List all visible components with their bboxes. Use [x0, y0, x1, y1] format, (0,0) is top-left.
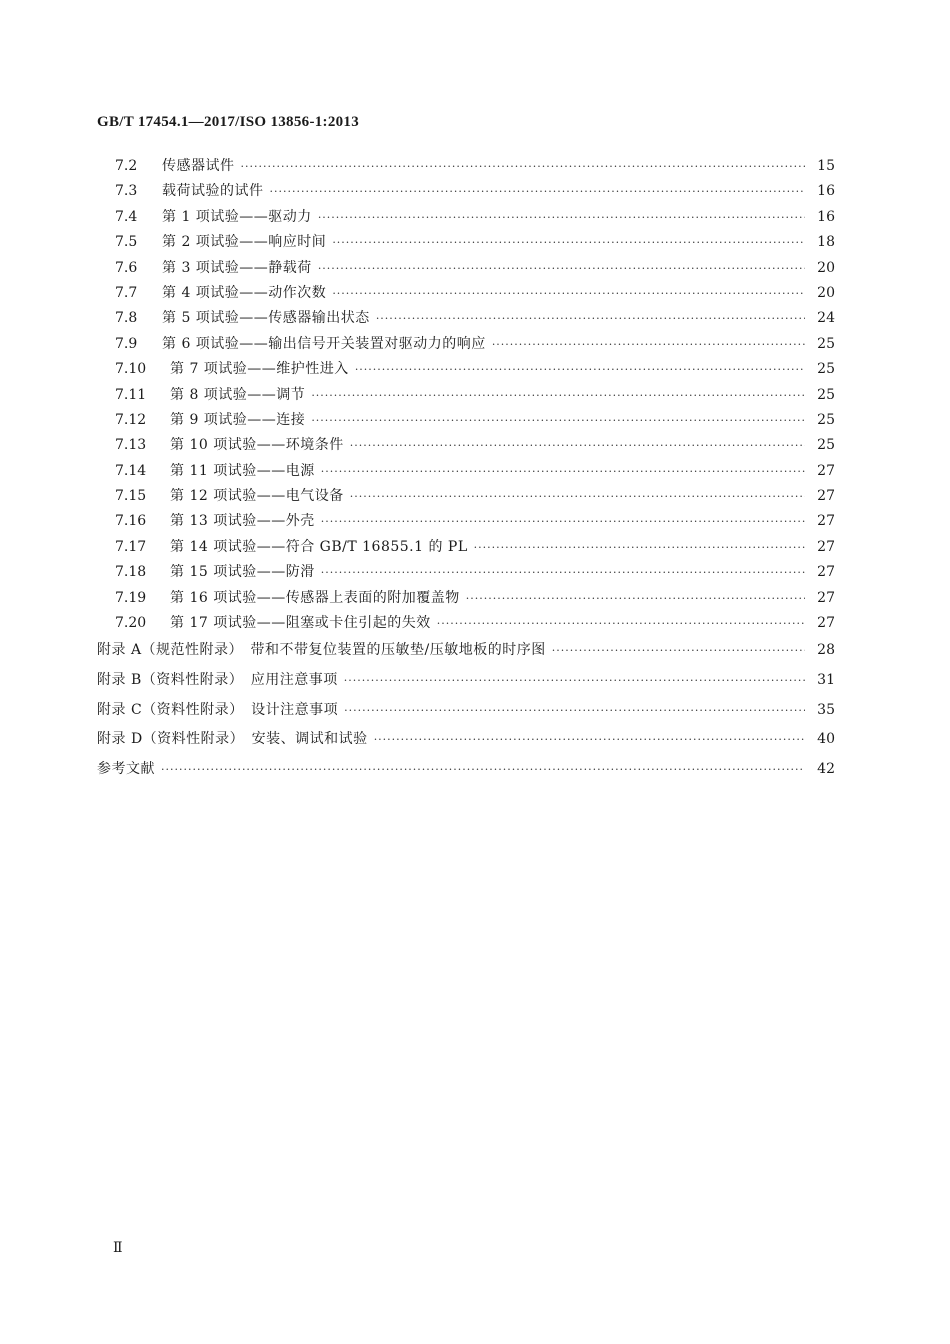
toc-page-number: 20 — [817, 284, 835, 301]
document-header: GB/T 17454.1—2017/ISO 13856-1:2013 — [97, 114, 360, 130]
toc-entry-number: 7.11 — [115, 386, 147, 403]
toc-entry[interactable] — [97, 535, 835, 560]
toc-page-number: 25 — [817, 411, 835, 428]
toc-entry[interactable] — [97, 230, 835, 255]
dot-leader — [344, 696, 805, 726]
toc-appendix[interactable] — [97, 636, 835, 666]
toc-entry-title: 第 7 项试验——维护性进入 — [170, 361, 349, 378]
toc-appendix[interactable] — [97, 725, 835, 755]
dot-leader — [344, 666, 805, 696]
toc-entry-number: 7.19 — [115, 589, 147, 606]
toc-appendix[interactable] — [97, 696, 835, 726]
toc-entry-number: 7.18 — [115, 564, 147, 581]
toc-entry-title: 第 5 项试验——传感器输出状态 — [162, 310, 370, 327]
toc-entry[interactable] — [97, 179, 835, 204]
table-of-contents — [97, 154, 835, 785]
dot-leader — [437, 611, 805, 636]
toc-page-number: 31 — [817, 672, 835, 689]
dot-leader — [350, 433, 805, 458]
toc-page-number: 40 — [817, 731, 835, 748]
toc-entry-number: 7.17 — [115, 538, 147, 555]
toc-entry-title: 传感器试件 — [162, 158, 235, 174]
toc-entry[interactable] — [97, 383, 835, 408]
toc-entry-title: 第 10 项试验——环境条件 — [170, 437, 344, 454]
dot-leader — [161, 755, 805, 785]
toc-page-number: 25 — [817, 437, 835, 454]
toc-entry[interactable] — [97, 256, 835, 281]
dot-leader — [492, 332, 805, 357]
toc-entry-number: 7.8 — [115, 310, 138, 327]
toc-entry-title: 载荷试验的试件 — [162, 183, 264, 200]
toc-entry-title: 第 11 项试验——电源 — [170, 462, 315, 479]
toc-entry-number: 7.16 — [115, 513, 147, 530]
dot-leader — [270, 179, 806, 204]
toc-entry-number: 7.4 — [115, 208, 138, 225]
toc-entry-title: 第 9 项试验——连接 — [170, 411, 306, 428]
toc-entry[interactable] — [97, 357, 835, 382]
toc-page-number: 28 — [817, 642, 835, 659]
toc-entry[interactable] — [97, 484, 835, 509]
toc-entry-number: 7.2 — [115, 158, 138, 174]
toc-entry-title: 第 14 项试验——符合 GB/T 16855.1 的 PL — [170, 538, 468, 555]
toc-entry-title: 第 13 项试验——外壳 — [170, 513, 315, 530]
toc-entry-title: 第 12 项试验——电气设备 — [170, 488, 344, 505]
toc-entry-number: 7.14 — [115, 462, 147, 479]
page-number: Ⅱ — [113, 1241, 123, 1256]
toc-page-number: 20 — [817, 259, 835, 276]
dot-leader — [332, 230, 805, 255]
toc-page-number: 27 — [817, 513, 835, 530]
dot-leader — [321, 560, 805, 585]
toc-page-number: 27 — [817, 462, 835, 479]
toc-entry[interactable] — [97, 332, 835, 357]
toc-entry[interactable] — [97, 586, 835, 611]
toc-entry-title: 附录 C（资料性附录） 设计注意事项 — [97, 701, 339, 718]
dot-leader — [321, 459, 805, 484]
dot-leader — [376, 306, 805, 331]
toc-entry-number: 7.12 — [115, 411, 147, 428]
dot-leader — [552, 636, 805, 666]
toc-page-number: 24 — [817, 310, 835, 327]
toc-entry-title: 附录 B（资料性附录） 应用注意事项 — [97, 672, 338, 689]
toc-entry-number: 7.10 — [115, 361, 147, 378]
toc-page-number: 25 — [817, 361, 835, 378]
toc-entry-title: 第 6 项试验——输出信号开关装置对驱动力的响应 — [162, 335, 486, 352]
toc-appendix[interactable] — [97, 666, 835, 696]
toc-page-number: 27 — [817, 488, 835, 505]
toc-entry-title: 参考文献 — [97, 761, 155, 778]
toc-entry-number: 7.20 — [115, 615, 147, 632]
toc-page-number: 42 — [817, 761, 835, 778]
dot-leader — [332, 281, 805, 306]
toc-entry-title: 附录 A（规范性附录） 带和不带复位装置的压敏垫/压敏地板的时序图 — [97, 642, 546, 659]
toc-entry[interactable] — [97, 560, 835, 585]
toc-appendix[interactable] — [97, 755, 835, 785]
toc-entry-title: 第 16 项试验——传感器上表面的附加覆盖物 — [170, 589, 460, 606]
toc-page-number: 15 — [817, 158, 835, 174]
toc-entry-title: 第 8 项试验——调节 — [170, 386, 306, 403]
toc-page-number: 25 — [817, 386, 835, 403]
toc-page-number: 25 — [817, 335, 835, 352]
toc-entry[interactable] — [97, 509, 835, 534]
toc-entry[interactable] — [97, 433, 835, 458]
dot-leader — [355, 357, 805, 382]
toc-entry-number: 7.13 — [115, 437, 147, 454]
toc-page-number: 27 — [817, 564, 835, 581]
toc-page-number: 27 — [817, 589, 835, 606]
toc-entry[interactable] — [97, 154, 835, 179]
dot-leader — [311, 408, 805, 433]
dot-leader — [374, 725, 805, 755]
toc-page-number: 27 — [817, 538, 835, 555]
toc-page-number: 16 — [817, 183, 835, 200]
toc-page-number: 27 — [817, 615, 835, 632]
toc-entry[interactable] — [97, 408, 835, 433]
dot-leader — [466, 586, 805, 611]
toc-entry-number: 7.3 — [115, 183, 138, 200]
toc-entry-number: 7.15 — [115, 488, 147, 505]
toc-entry[interactable] — [97, 306, 835, 331]
toc-page-number: 35 — [817, 701, 835, 718]
dot-leader — [311, 383, 805, 408]
toc-page-number: 18 — [817, 234, 835, 251]
toc-entry-number: 7.7 — [115, 284, 138, 301]
toc-entry[interactable] — [97, 205, 835, 230]
toc-entry-title: 第 4 项试验——动作次数 — [162, 284, 327, 301]
toc-entry-title: 附录 D（资料性附录） 安装、调试和试验 — [97, 731, 368, 748]
toc-entry-number: 7.9 — [115, 335, 138, 352]
toc-entry-title: 第 17 项试验——阻塞或卡住引起的失效 — [170, 615, 431, 632]
dot-leader — [318, 205, 805, 230]
toc-entry-title: 第 3 项试验——静载荷 — [162, 259, 312, 276]
dot-leader — [474, 535, 805, 560]
toc-entry-title: 第 15 项试验——防滑 — [170, 564, 315, 581]
toc-entry-number: 7.5 — [115, 234, 138, 251]
toc-entry[interactable] — [97, 459, 835, 484]
dot-leader — [321, 509, 805, 534]
dot-leader — [350, 484, 805, 509]
dot-leader — [241, 154, 806, 179]
toc-entry-title: 第 2 项试验——响应时间 — [162, 234, 327, 251]
toc-entry-number: 7.6 — [115, 259, 138, 276]
toc-entry[interactable] — [97, 281, 835, 306]
toc-entry-title: 第 1 项试验——驱动力 — [162, 208, 312, 225]
toc-entry[interactable] — [97, 611, 835, 636]
dot-leader — [318, 256, 805, 281]
toc-page-number: 16 — [817, 208, 835, 225]
